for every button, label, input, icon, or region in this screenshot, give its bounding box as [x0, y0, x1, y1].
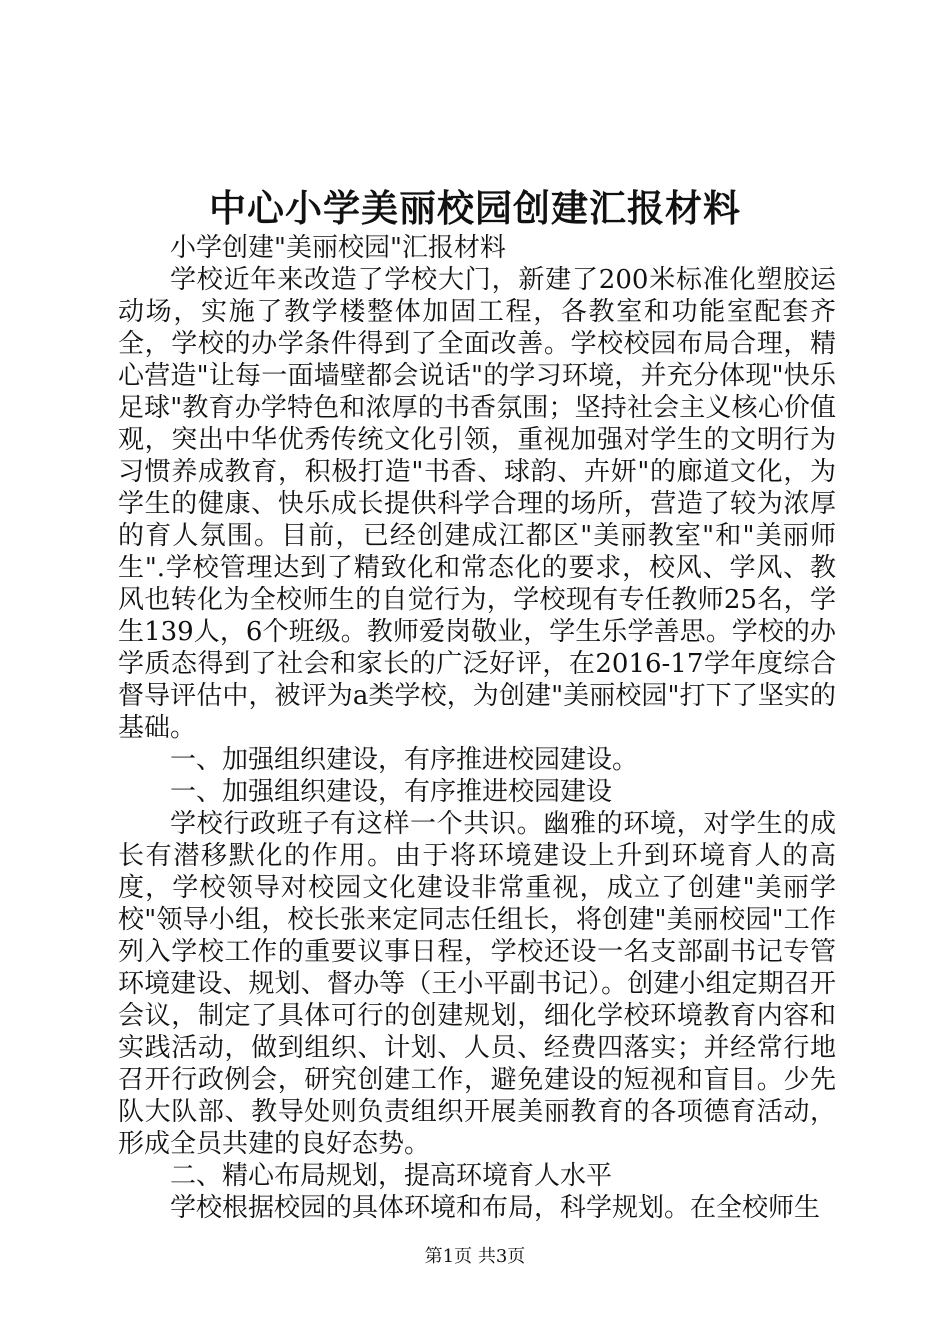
paragraph-section-1: 学校行政班子有这样一个共识。幽雅的环境，对学生的成长有潜移默化的作用。由于将环境建设上升到环境育人的高度，学校领导对校园文化建设非常重视，成立了创建"美丽学校"领导小组，校长张来定同志任组长，将创建"美丽校园"工作列入学校工作的重要议事日程，学校还设一名支部副书记专管环境建设、规划、督办等（王小平副书记）。创建小组定期召开会议，制定了具体可行的创建规划，细化学校环境教育内容和实践活动，做到组织、计划、人员、经费四落实；并经常行地召开行政例会，研究创建工作，避免建设的短视和盲目。少先队大队部、教导处则负责组织开展美丽教育的各项德育活动，形成全员共建的良好态势。 [118, 809, 836, 1159]
heading-section-1-repeat: 一、加强组织建设，有序推进校园建设 [170, 777, 613, 807]
paragraph-intro: 学校近年来改造了学校大门，新建了200米标准化塑胶运动场，实施了教学楼整体加固工程，各教室和功能室配套齐全，学校的办学条件得到了全面改善。学校校园布局合理，精心营造"让每一面墙壁都会说话"的学习环境，并充分体现"快乐足球"教育办学特色和浓厚的书香氛围；坚持社会主义核心价值观，突出中华优秀传统文化引领，重视加强对学生的文明行为习惯养成教育，积极打造"书香、球韵、卉妍"的廊道文化，为学生的健康、快乐成长提供科学合理的场所，营造了较为浓厚的育人氛围。目前，已经创建成江都区"美丽教室"和"美丽师生".学校管理达到了精致化和常态化的要求，校风、学风、教风也转化为全校师生的自觉行为，学校现有专任教师25名，学生139人，6个班级。教师爱岗敬业，学生乐学善思。学校的办学质态得到了社会和家长的广泛好评，在2016-17学年度综合督导评估中，被评为a类学校，为创建"美丽校园"打下了坚实的基础。 [118, 265, 836, 743]
page-footer: 第1页 共3页 [424, 1246, 526, 1267]
paragraph-section-2: 学校根据校园的具体环境和布局，科学规划。在全校师生 [170, 1193, 821, 1223]
paragraph-subtitle: 小学创建"美丽校园"汇报材料 [170, 233, 506, 263]
heading-section-2: 二、精心布局规划，提高环境育人水平 [170, 1161, 613, 1191]
document-title: 中心小学美丽校园创建汇报材料 [209, 186, 741, 230]
heading-section-1: 一、加强组织建设，有序推进校园建设。 [170, 745, 639, 775]
document-body [118, 232, 836, 1224]
